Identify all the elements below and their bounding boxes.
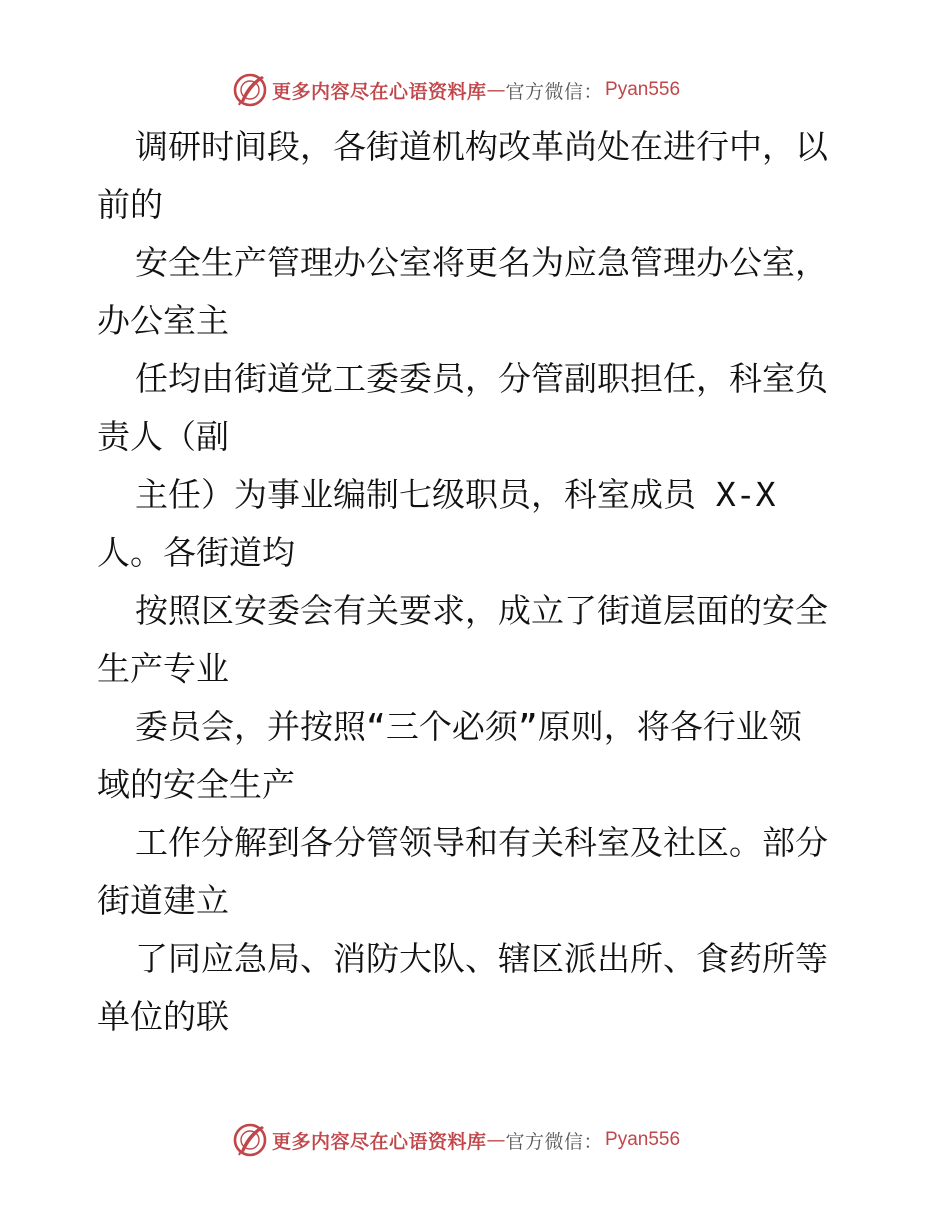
body-line: 任均由街道党工委委员，分管副职担任，科室负	[135, 359, 828, 398]
body-line: 工作分解到各分管领导和有关科室及社区。部分	[135, 823, 828, 862]
quill-pen-logo-icon	[232, 72, 268, 108]
header-wechat-id: Pyan556	[605, 79, 681, 100]
body-line: 按照区安委会有关要求，成立了街道层面的安全	[135, 591, 828, 630]
footer-dash: —	[486, 1129, 506, 1151]
body-text	[97, 124, 857, 1052]
body-line: 办公室主	[97, 301, 229, 340]
footer-banner	[232, 1120, 680, 1160]
body-line: 了同应急局、消防大队、辖区派出所、食药所等	[135, 939, 828, 978]
footer-wechat-id: Pyan556	[605, 1129, 681, 1150]
body-line: 责人（副	[97, 417, 229, 456]
body-line: 单位的联	[97, 997, 229, 1036]
body-line: 街道建立	[97, 881, 229, 920]
footer-slogan: 更多内容尽在心语资料库	[272, 1130, 487, 1153]
quill-pen-logo-icon	[232, 1122, 268, 1158]
body-line: 生产专业	[97, 649, 229, 688]
body-line: 委员会，并按照“三个必须”原则，将各行业领	[135, 707, 802, 746]
body-line: 人。各街道均	[97, 533, 295, 572]
header-slogan: 更多内容尽在心语资料库	[272, 80, 487, 103]
footer-account-label: 官方微信：	[505, 1130, 604, 1153]
body-line: 安全生产管理办公室将更名为应急管理办公室，	[135, 243, 828, 282]
header-account-label: 官方微信：	[505, 80, 604, 103]
body-line: 调研时间段，各街道机构改革尚处在进行中，以	[135, 127, 828, 166]
header-dash: —	[486, 79, 506, 101]
body-line: 主任）为事业编制七级职员，科室成员 X-X	[135, 475, 776, 514]
body-line: 前的	[97, 185, 163, 224]
body-line: 域的安全生产	[97, 765, 295, 804]
header-banner	[232, 70, 680, 110]
